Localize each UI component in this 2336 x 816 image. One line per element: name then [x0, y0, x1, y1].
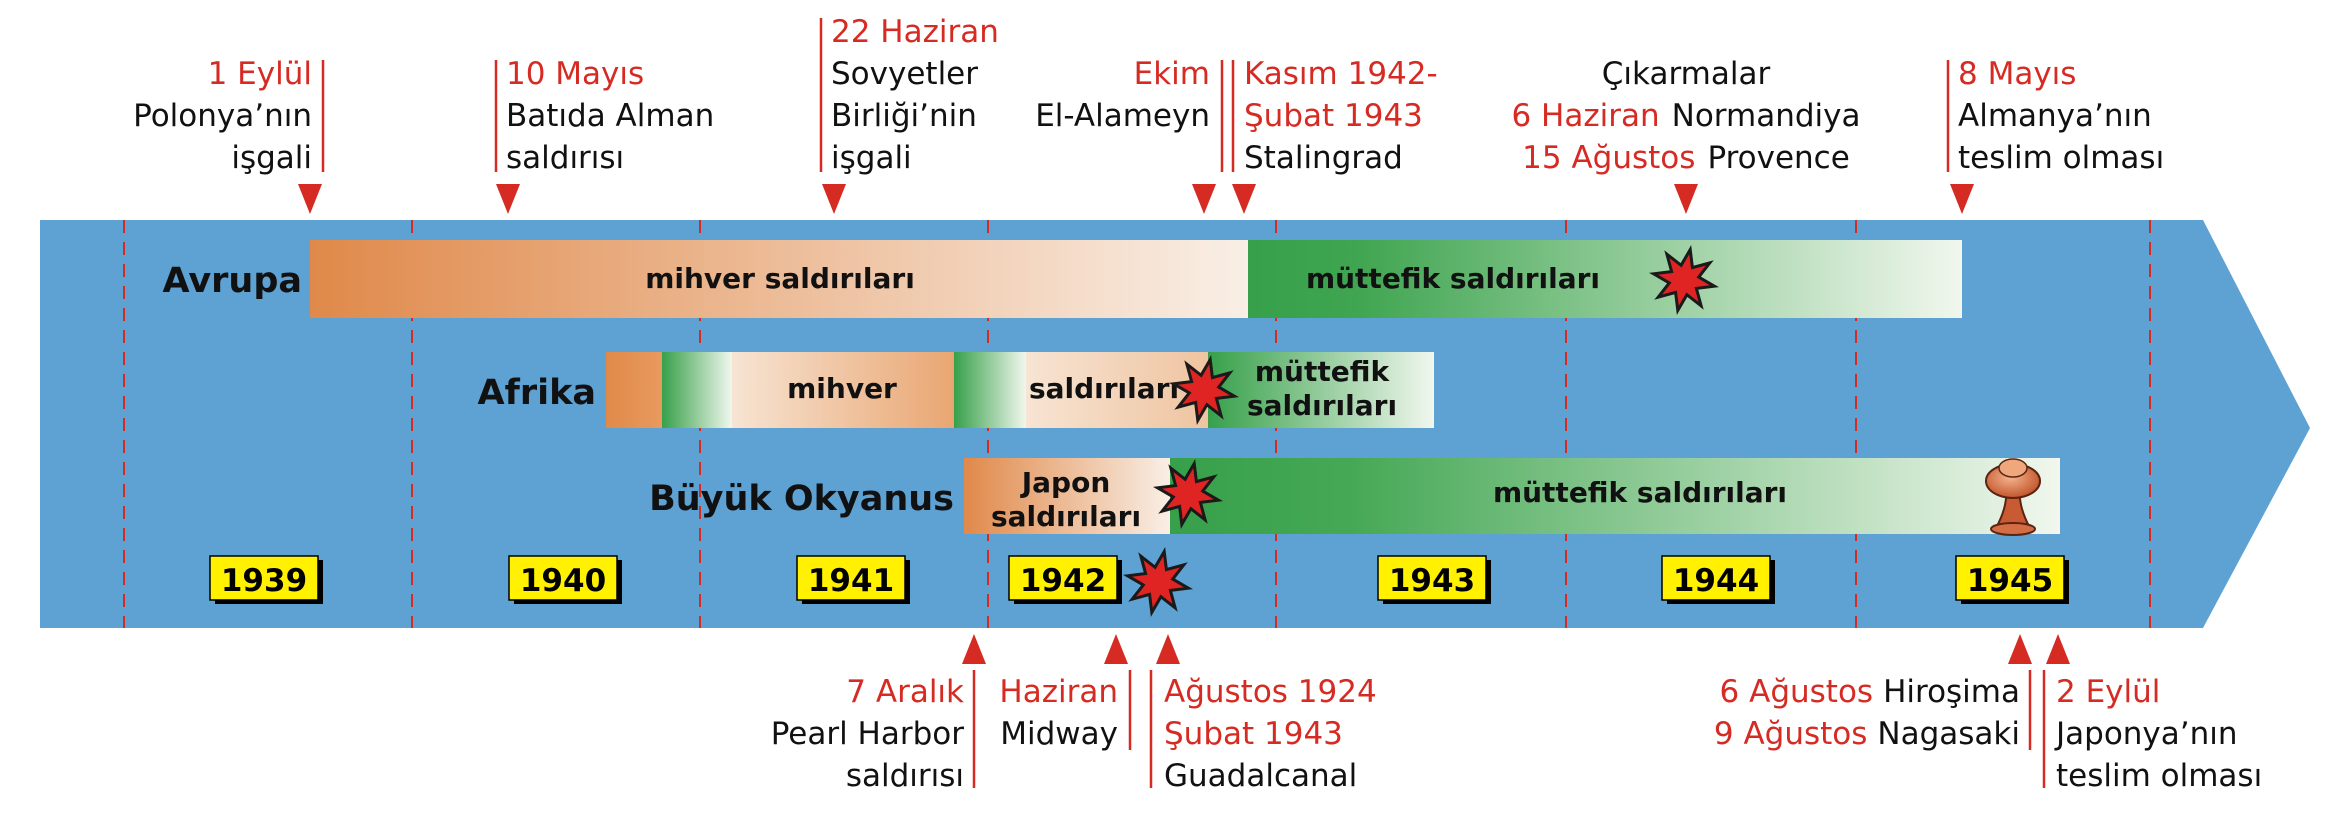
africa-region-label: Afrika: [477, 373, 596, 413]
year-label: 1941: [807, 563, 895, 599]
year-label: 1940: [519, 563, 607, 599]
year-label: 1945: [1966, 563, 2054, 599]
event-text: işgali: [231, 140, 312, 176]
event-arrow: [962, 634, 986, 664]
pacific-axis-label-2: saldırıları: [990, 500, 1142, 533]
event-row: [1720, 674, 2020, 710]
europe-allied-label: müttefik saldırıları: [1305, 262, 1601, 295]
event-arrow: [496, 184, 520, 214]
africa-allied-label-1: müttefik: [1254, 355, 1390, 388]
year-label: 1939: [220, 563, 308, 599]
event-arrow: [2046, 634, 2070, 664]
event-text: Almanya’nın: [1958, 98, 2152, 134]
year-label: 1944: [1672, 563, 1760, 599]
event-text: Japonya’nın: [2056, 716, 2238, 752]
event-arrow: [1950, 184, 1974, 214]
event-text: teslim olması: [1958, 140, 2165, 176]
event-date: 1 Eylül: [207, 56, 312, 92]
africa-axis-segment-1: [606, 352, 662, 428]
pacific-axis-label-1: Japon: [1021, 466, 1111, 499]
event-date: 15 Ağustos: [1522, 140, 1696, 176]
event-date: 8 Mayıs: [1958, 56, 2077, 92]
event-date: 2 Eylül: [2056, 674, 2161, 710]
event-arrow: [1104, 634, 1128, 664]
event-date: Ekim: [1133, 56, 1210, 92]
event-text: Pearl Harbor: [770, 716, 964, 752]
event-date: 7 Aralık: [846, 674, 964, 710]
event-date: Ağustos 1924: [1164, 674, 1377, 710]
event-text: Nagasaki: [1877, 716, 2020, 752]
africa-allied-label-2: saldırıları: [1246, 389, 1398, 422]
event-text: saldırısı: [845, 758, 964, 794]
event-arrow: [298, 184, 322, 214]
top-events: [133, 14, 2164, 214]
year-label: 1943: [1388, 563, 1476, 599]
event-date: Haziran: [999, 674, 1118, 710]
event-arrow: [1232, 184, 1256, 214]
event-text: Sovyetler: [831, 56, 978, 92]
africa-allied-segment-2: [954, 352, 1026, 428]
event-arrow: [1156, 634, 1180, 664]
event-text: Batıda Alman: [506, 98, 715, 134]
bottom-events: [771, 634, 2263, 794]
event-arrow: [1192, 184, 1216, 214]
europe-region-label: Avrupa: [162, 261, 302, 301]
event-date: Şubat 1943: [1244, 98, 1423, 134]
event-row: [1522, 140, 1850, 176]
event-date: 6 Ağustos: [1719, 674, 1874, 710]
event-text: saldırısı: [506, 140, 625, 176]
event-date: 10 Mayıs: [506, 56, 645, 92]
africa-allied-segment-1: [662, 352, 732, 428]
event-text: teslim olması: [2056, 758, 2263, 794]
event-text: işgali: [831, 140, 912, 176]
event-arrow: [822, 184, 846, 214]
event-text: Provence: [1707, 140, 1850, 176]
event-arrow: [1674, 184, 1698, 214]
pacific-region-label: Büyük Okyanus: [649, 479, 954, 519]
event-header: Çıkarmalar: [1601, 56, 1771, 92]
event-text: Guadalcanal: [1164, 758, 1358, 794]
event-date: 6 Haziran: [1511, 98, 1660, 134]
africa-axis-label-1: mihver: [787, 372, 897, 405]
event-date: 22 Haziran: [831, 14, 999, 50]
event-arrow: [2008, 634, 2032, 664]
event-text: Polonya’nın: [133, 98, 312, 134]
event-date: Şubat 1943: [1164, 716, 1343, 752]
event-text: Midway: [1000, 716, 1118, 752]
event-text: El-Alameyn: [1035, 98, 1210, 134]
event-text: Hiroşima: [1883, 674, 2020, 710]
europe-axis-label: mihver saldırıları: [645, 262, 915, 295]
pacific-allied-label: müttefik saldırıları: [1492, 476, 1788, 509]
africa-axis-label-2: saldırıları: [1028, 372, 1180, 405]
event-date: Kasım 1942-: [1244, 56, 1438, 92]
event-text: Normandiya: [1671, 98, 1861, 134]
year-label: 1942: [1019, 563, 1107, 599]
event-row: [1714, 716, 2020, 752]
event-text: Stalingrad: [1244, 140, 1403, 176]
event-text: Birliği’nin: [831, 98, 977, 134]
event-row: [1511, 98, 1860, 134]
event-date: 9 Ağustos: [1713, 716, 1868, 752]
